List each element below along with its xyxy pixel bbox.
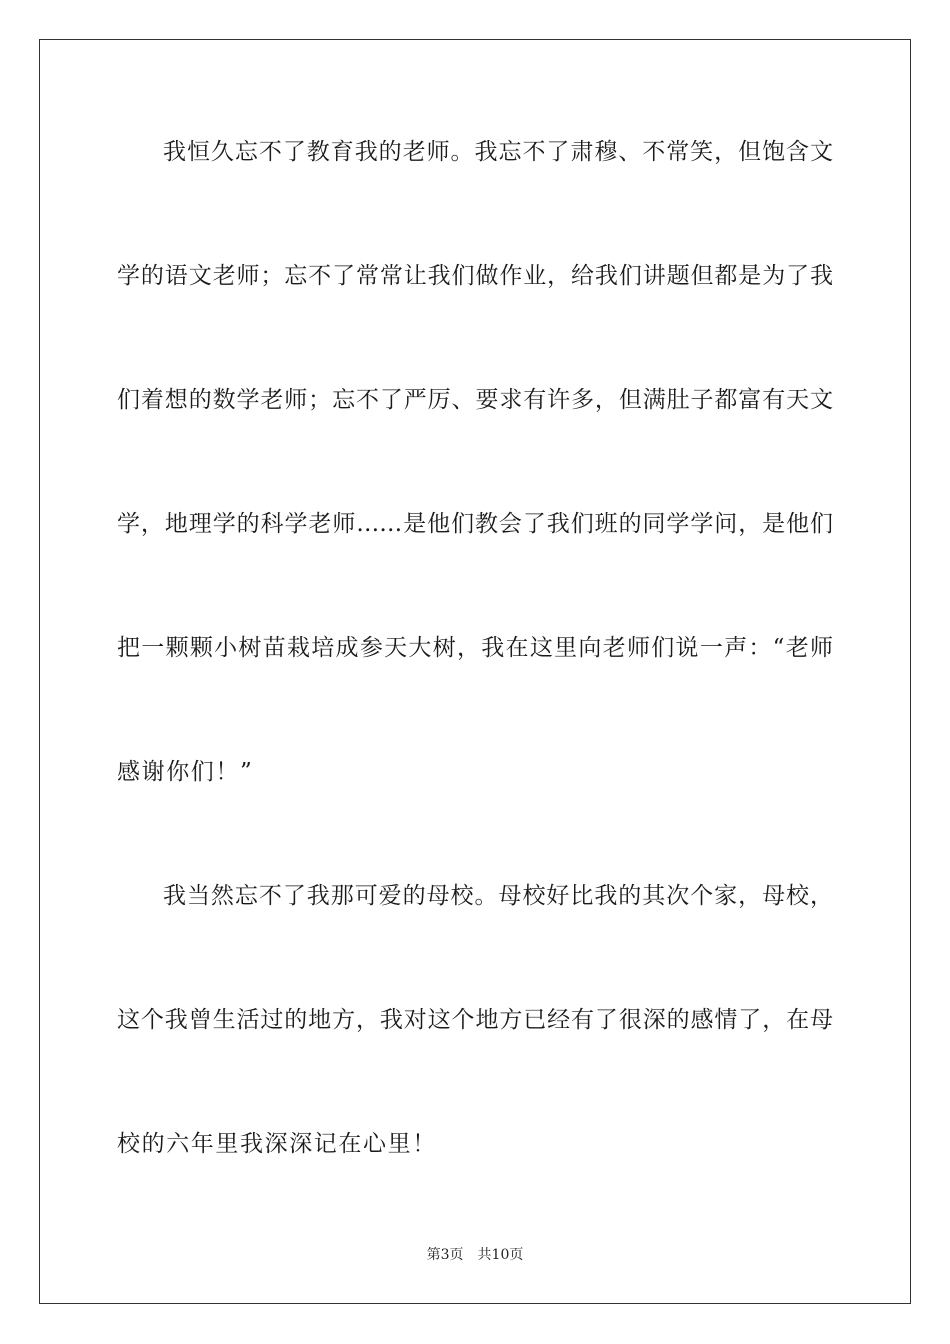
page-footer <box>0 1246 950 1264</box>
paragraph-2-line-1: 我当然忘不了我那可爱的母校。母校好比我的其次个家，母校， <box>163 883 833 909</box>
paragraph-2-line-3: 校的六年里我深深记在心里！ <box>117 1131 437 1157</box>
page-total: 共10页 <box>477 1247 524 1263</box>
paragraph-1-line-2: 学的语文老师；忘不了常常让我们做作业，给我们讲题但都是为了我 <box>117 263 833 289</box>
page-border <box>39 39 911 1304</box>
paragraph-1-line-1: 我恒久忘不了教育我的老师。我忘不了肃穆、不常笑，但饱含文 <box>163 139 833 165</box>
paragraph-1-line-3: 们着想的数学老师；忘不了严厉、要求有许多，但满肚子都富有天文 <box>117 387 833 413</box>
page-number: 第3页 <box>426 1247 464 1263</box>
paragraph-1-line-6: 感谢你们！” <box>117 759 254 785</box>
paragraph-1-line-5: 把一颗颗小树苗栽培成参天大树，我在这里向老师们说一声：“老师 <box>117 635 833 661</box>
paragraph-2-line-2: 这个我曾生活过的地方，我对这个地方已经有了很深的感情了，在母 <box>117 1007 833 1033</box>
paragraph-1-line-4: 学，地理学的科学老师……是他们教会了我们班的同学学问，是他们 <box>117 511 833 537</box>
